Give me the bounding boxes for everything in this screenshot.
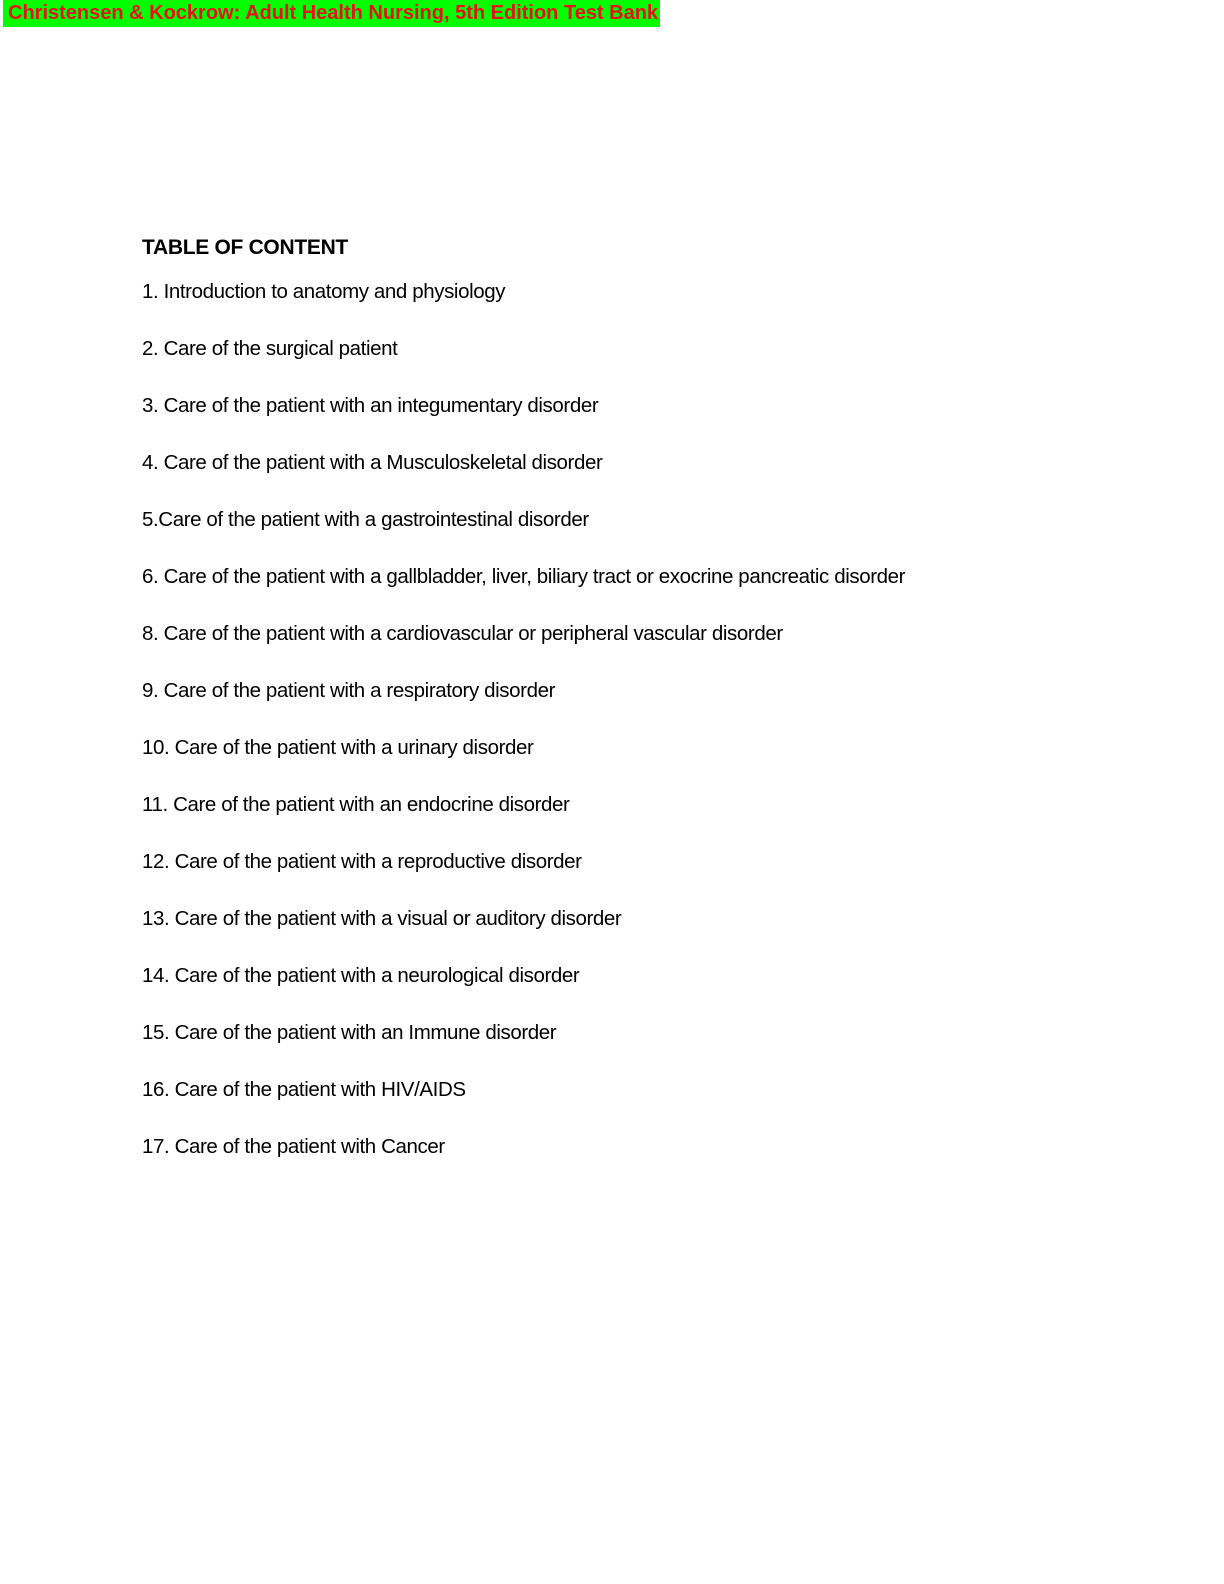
toc-item: 15. Care of the patient with an Immune disorder xyxy=(142,1021,557,1044)
toc-item: 8. Care of the patient with a cardiovascular or peripheral vascular disorder xyxy=(142,622,783,645)
toc-item: 3. Care of the patient with an integumentary disorder xyxy=(142,394,599,417)
toc-item: 5.Care of the patient with a gastrointestinal disorder xyxy=(142,508,589,531)
toc-item: 11. Care of the patient with an endocrine disorder xyxy=(142,793,570,816)
toc-item: 17. Care of the patient with Cancer xyxy=(142,1135,445,1158)
document-banner xyxy=(3,0,660,27)
toc-list xyxy=(142,277,1142,1189)
banner-text: Christensen & Kockrow: Adult Health Nursing, 5th Edition Test Bank xyxy=(8,2,659,24)
toc-item: 10. Care of the patient with a urinary disorder xyxy=(142,736,534,759)
toc-item: 6. Care of the patient with a gallbladder, liver, biliary tract or exocrine pancreatic disorder xyxy=(142,565,906,588)
toc-heading: TABLE OF CONTENT xyxy=(142,236,348,259)
table-of-contents xyxy=(142,232,1142,1189)
toc-item: 1. Introduction to anatomy and physiology xyxy=(142,280,506,303)
toc-item: 12. Care of the patient with a reproductive disorder xyxy=(142,850,582,873)
toc-item: 4. Care of the patient with a Musculoskeletal disorder xyxy=(142,451,603,474)
toc-item: 14. Care of the patient with a neurological disorder xyxy=(142,964,580,987)
toc-item: 13. Care of the patient with a visual or auditory disorder xyxy=(142,907,622,930)
toc-item: 9. Care of the patient with a respiratory disorder xyxy=(142,679,555,702)
toc-item: 16. Care of the patient with HIV/AIDS xyxy=(142,1078,466,1101)
toc-item: 2. Care of the surgical patient xyxy=(142,337,398,360)
